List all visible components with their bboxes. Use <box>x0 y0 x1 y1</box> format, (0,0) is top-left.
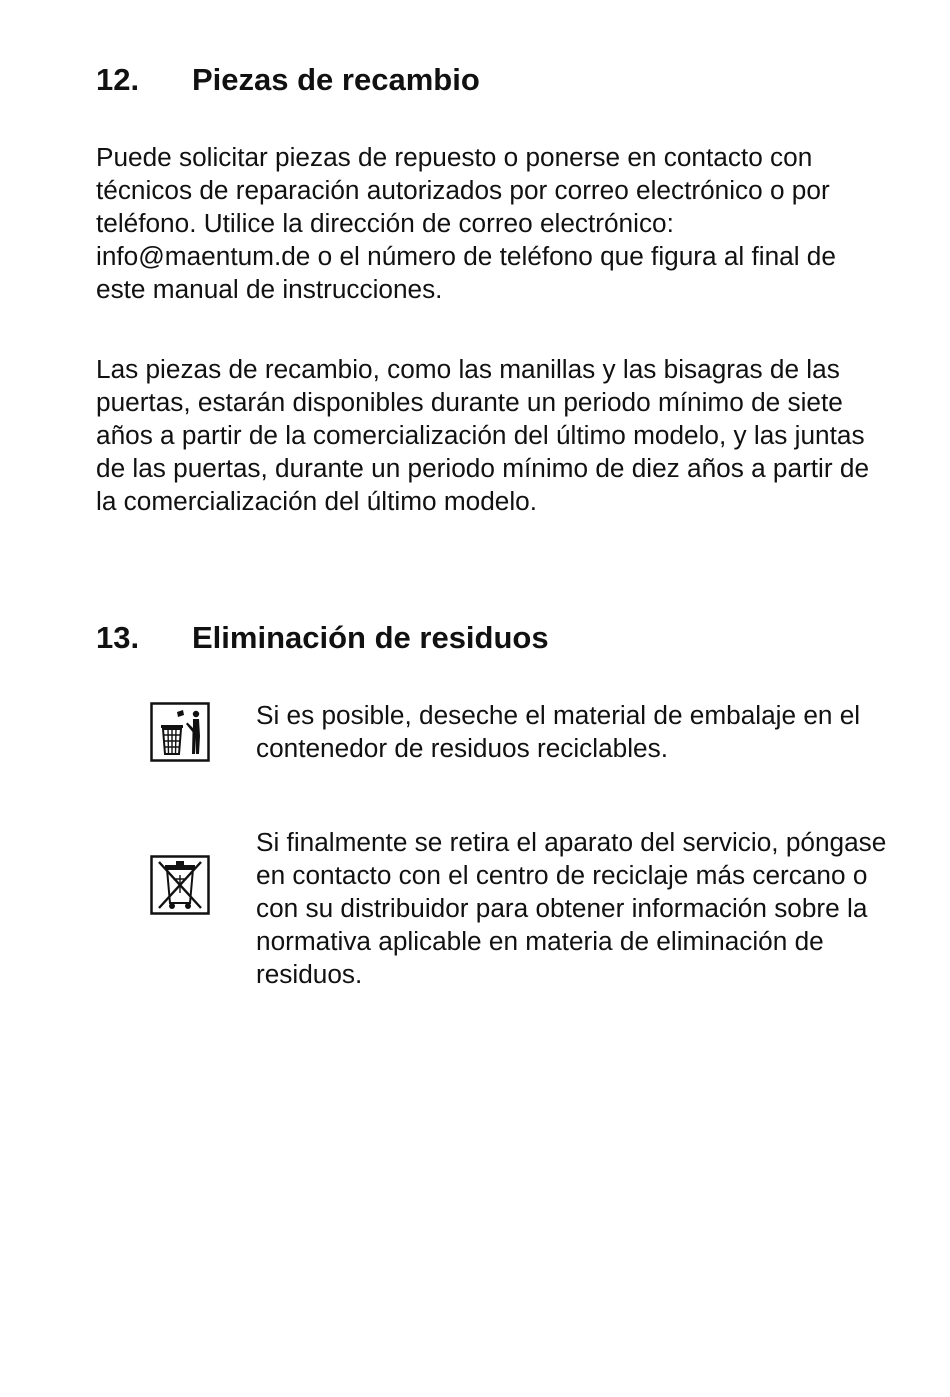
appliance-disposal-text: Si finalmente se retira el aparato del servicio, póngase en contacto con el centro de reciclaje más cercano o con su distribuidor para obtener información sobre la normativa aplicable en materia de eliminación de residuos. <box>256 827 887 989</box>
section-13-number: 13. <box>96 620 140 655</box>
spare-parts-paragraph-2: Las piezas de recambio, como las manillas y las bisagras de las puertas, estarán disponibles durante un periodo mínimo de siete años a partir de la comercialización del último modelo, y las juntas de las puertas, durante un periodo mínimo de diez años a partir de la comercialización del último modelo. <box>96 354 870 516</box>
spare-parts-paragraph-1: Puede solicitar piezas de repuesto o ponerse en contacto con técnicos de reparación autorizados por correo electrónico o por teléfono. Utilice la dirección de correo electrónico: info@maentum.de o el número de teléfono que figura al final de este manual de instrucciones. <box>96 142 836 304</box>
section-12-heading <box>96 62 480 98</box>
crossed-out-wheelie-bin-icon <box>150 855 210 915</box>
section-13-title: Eliminación de residuos <box>192 620 549 655</box>
section-12-number: 12. <box>96 62 140 97</box>
section-12-title: Piezas de recambio <box>192 62 480 97</box>
recycle-bin-icon <box>150 702 210 762</box>
packaging-disposal-text: Si es posible, deseche el material de embalaje en el contenedor de residuos reciclables. <box>256 700 861 763</box>
section-13-heading <box>96 620 549 656</box>
